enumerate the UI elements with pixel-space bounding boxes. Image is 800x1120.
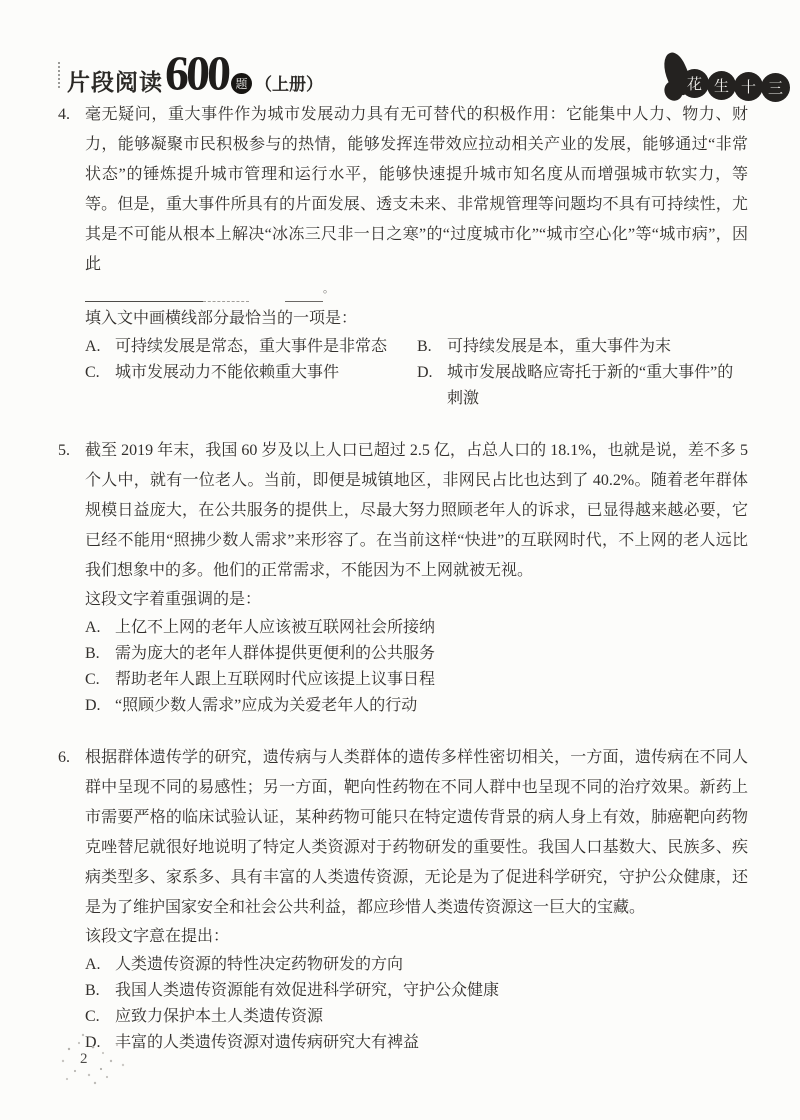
option-text: 人类遗传资源的特性决定药物研发的方向 — [115, 956, 404, 973]
book-title-number: 600 — [164, 46, 229, 101]
option-label: A. — [85, 619, 101, 636]
book-title — [67, 46, 323, 101]
option-text: 帮助老年人跟上互联网时代应该提上议事日程 — [115, 671, 436, 688]
question-stem: 填入文中画横线部分最恰当的一项是： — [85, 310, 358, 327]
option-text: 丰富的人类遗传资源对遗传病研究大有裨益 — [115, 1034, 420, 1051]
option-c — [85, 360, 417, 412]
option-label: C. — [85, 671, 100, 688]
option-text: 可持续发展是常态，重大事件是非常态 — [115, 338, 388, 355]
option-label: B. — [417, 338, 432, 355]
options-list — [85, 952, 748, 1056]
header-edge-dotted-mark — [58, 62, 60, 88]
option-label: D. — [417, 364, 433, 381]
blank-underline-faint — [203, 301, 249, 302]
question-text: 根据群体遗传学的研究，遗传病与人类群体的遗传多样性密切相关，一方面，遗传病在不同人群中呈现不同的易感性；另一方面，靶向性药物在不同人群中也呈现不同的治疗效果。新药上市需要严格的临床试验认证，某种药物可能只在特定遗传背景的病人身上有效，肺癌靶向药物克唑替尼就很好地说明了特定人类资源对于药物研发的重要性。我国人口基数大、民族多、疾病类型多、家系多、具有丰富的人类遗传资源，无论是为了促进科学研究，守护公众健康，还是为了维护国家安全和社会公共利益，都应珍惜人类遗传资源这一巨大的宝藏。 — [85, 749, 748, 916]
option-label: B. — [85, 982, 100, 999]
question-6 — [58, 743, 748, 1056]
blank-underline — [85, 301, 203, 302]
option-a — [85, 615, 748, 641]
question-stem: 该段文字意在提出： — [85, 928, 230, 945]
option-text: 需为庞大的老年人群体提供更便利的公共服务 — [115, 645, 436, 662]
option-label: D. — [85, 697, 101, 714]
option-b — [85, 641, 748, 667]
question-number: 6. — [58, 749, 70, 766]
option-label: B. — [85, 645, 100, 662]
option-text: “照顾少数人需求”应成为关爱老年人的行动 — [115, 697, 418, 714]
logo-char-san: 三 — [761, 73, 790, 102]
question-text: 毫无疑问，重大事件作为城市发展动力具有无可替代的积极作用：它能集中人力、物力、财力，能够凝聚市民积极参与的热情，能够发挥连带效应拉动相关产业的发展，能够通过“非常状态”的锤炼提升城市管理和运行水平，能够快速提升城市知名度从而增强城市软实力，等等。但是，重大事件所具有的片面发展、透支未来、非常规管理等问题均不具有可持续性，尤其是不可能从根本上解决“冰冻三尺非一日之寒”的“过度城市化”“城市空心化”等“城市病”，因此 — [85, 106, 748, 273]
option-text: 我国人类遗传资源能有效促进科学研究，守护公众健康 — [115, 982, 500, 999]
option-text: 城市发展动力不能依赖重大事件 — [115, 364, 340, 381]
book-title-text: 片段阅读 — [67, 70, 163, 95]
option-d — [85, 693, 748, 719]
question-number: 4. — [58, 106, 70, 123]
option-d — [417, 360, 748, 412]
option-label: D. — [85, 1034, 101, 1051]
blank-period: 。 — [323, 283, 334, 295]
option-label: A. — [85, 338, 101, 355]
logo-char-hua: 花 — [680, 69, 709, 98]
question-4 — [58, 100, 748, 412]
page-header — [58, 42, 794, 101]
option-a — [85, 952, 748, 978]
volume-label: （上册） — [255, 75, 323, 94]
option-label: A. — [85, 956, 101, 973]
question-text: 截至 2019 年末，我国 60 岁及以上人口已超过 2.5 亿，占总人口的 18.1%，也就是说，差不多 5 个人中，就有一位老人。当前，即便是城镇地区，非网民占比也达到了 40.2%。随着老年群体规模日益庞大，在公共服务的提供上，尽最大努力照顾老年人的诉求，已显得越来越必要，它已经不能用“照拂少数人需求”来形容了。在当前这样“快进”的互联网时代，不上网的老人远比我们想象中的多。他们的正常需求，不能因为不上网就被无视。 — [85, 442, 748, 579]
ti-badge-icon: 题 — [231, 73, 252, 94]
option-label: C. — [85, 1008, 100, 1025]
logo-char-shi: 十 — [734, 72, 763, 101]
question-5 — [58, 436, 748, 719]
question-number: 5. — [58, 442, 70, 459]
huasheng-shisan-logo — [666, 52, 790, 98]
page-number: 2 — [80, 1051, 88, 1067]
option-c — [85, 1004, 748, 1030]
option-text: 上亿不上网的老年人应该被互联网社会所接纳 — [115, 619, 436, 636]
options-grid — [85, 334, 748, 412]
option-b — [85, 978, 748, 1004]
blank-underline-short — [285, 301, 323, 302]
logo-char-sheng: 生 — [707, 71, 736, 100]
option-text: 城市发展战略应寄托于新的“重大事件”的刺激 — [447, 364, 734, 407]
option-text: 应致力保护本土人类遗传资源 — [115, 1008, 324, 1025]
option-b — [417, 334, 748, 360]
question-stem: 这段文字着重强调的是： — [85, 591, 262, 608]
questions-area — [58, 100, 748, 1080]
scan-noise-speckles — [86, 1058, 88, 1060]
fill-in-blank-line — [85, 280, 748, 305]
option-d — [85, 1030, 748, 1056]
option-c — [85, 667, 748, 693]
options-list — [85, 615, 748, 719]
option-label: C. — [85, 364, 100, 381]
option-text: 可持续发展是本，重大事件为末 — [447, 338, 672, 355]
option-a — [85, 334, 417, 360]
